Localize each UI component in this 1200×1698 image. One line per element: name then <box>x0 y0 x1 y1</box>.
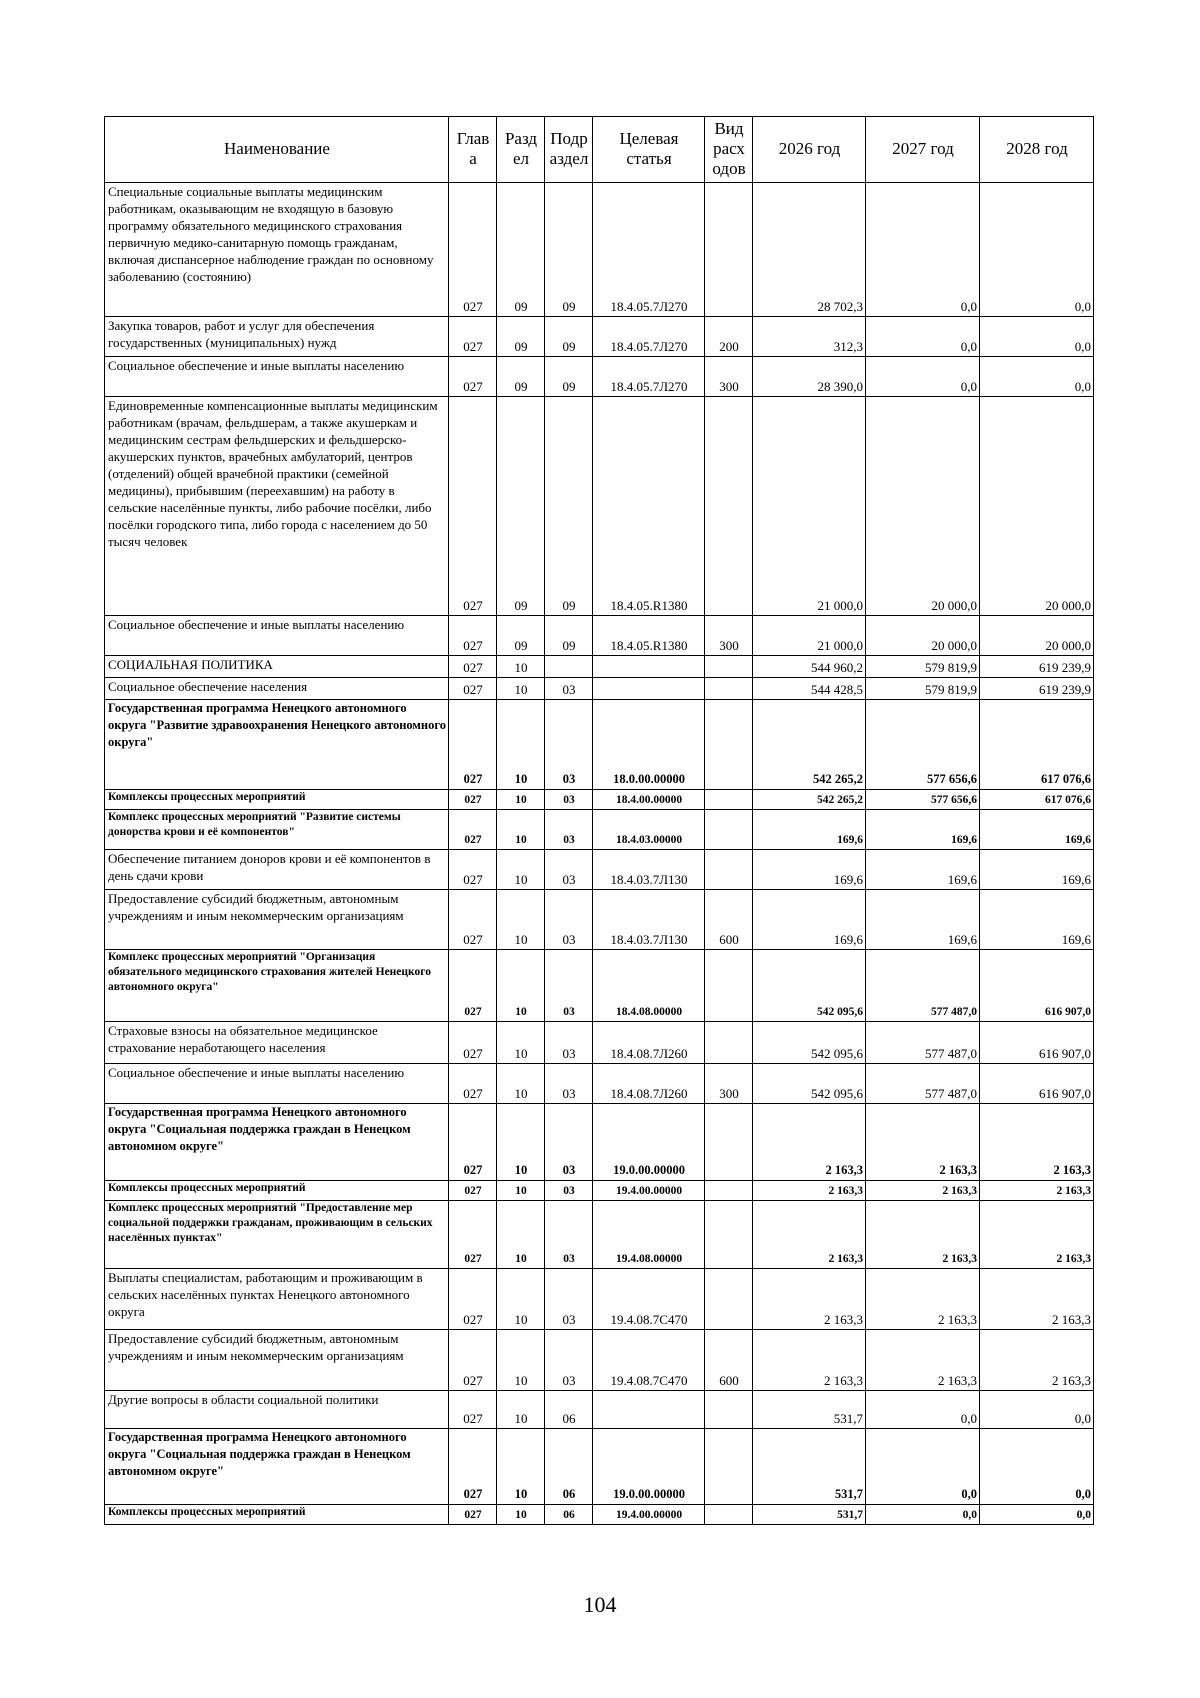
row-razdel: 09 <box>497 397 545 616</box>
page-number: 104 <box>583 1592 617 1617</box>
row-value-2026: 312,3 <box>753 317 866 357</box>
row-value-2026: 2 163,3 <box>753 1181 866 1201</box>
table-row <box>105 397 1094 616</box>
row-value-2027: 577 487,0 <box>866 1022 980 1064</box>
row-value-2026: 542 095,6 <box>753 1064 866 1104</box>
row-value-2028: 619 239,9 <box>980 656 1094 678</box>
row-razdel: 10 <box>497 1022 545 1064</box>
row-podrazdel: 03 <box>545 700 593 790</box>
header-glava: Глав а <box>449 117 497 183</box>
row-podrazdel: 03 <box>545 890 593 950</box>
row-value-2027: 0,0 <box>866 357 980 397</box>
row-value-2026: 544 960,2 <box>753 656 866 678</box>
header-podrazdel: Подр аздел <box>545 117 593 183</box>
row-razdel: 10 <box>497 1330 545 1391</box>
row-value-2026: 2 163,3 <box>753 1269 866 1330</box>
table-row <box>105 1269 1094 1330</box>
row-target-article: 18.4.08.7Л260 <box>593 1064 705 1104</box>
row-value-2027: 579 819,9 <box>866 656 980 678</box>
row-value-2026: 28 390,0 <box>753 357 866 397</box>
row-value-2026: 531,7 <box>753 1505 866 1525</box>
table-row <box>105 656 1094 678</box>
row-glava: 027 <box>449 1181 497 1201</box>
row-glava: 027 <box>449 1505 497 1525</box>
row-razdel: 10 <box>497 700 545 790</box>
row-glava: 027 <box>449 183 497 317</box>
row-value-2026: 169,6 <box>753 890 866 950</box>
table-row <box>105 1181 1094 1201</box>
row-value-2026: 542 265,2 <box>753 790 866 810</box>
table-row <box>105 1391 1094 1429</box>
row-glava: 027 <box>449 790 497 810</box>
row-value-2028: 0,0 <box>980 1391 1094 1429</box>
row-expense-type: 200 <box>705 317 753 357</box>
table-row <box>105 1330 1094 1391</box>
row-expense-type <box>705 1429 753 1505</box>
row-value-2026: 28 702,3 <box>753 183 866 317</box>
row-name: Государственная программа Ненецкого автономного округа "Социальная поддержка граждан в Ненецком автономном округе" <box>105 1429 449 1505</box>
table-row <box>105 790 1094 810</box>
row-target-article: 18.4.05.7Л270 <box>593 183 705 317</box>
row-name: Предоставление субсидий бюджетным, автономным учреждениям и иным некоммерческим организациям <box>105 1330 449 1391</box>
row-value-2027: 169,6 <box>866 890 980 950</box>
row-name: Государственная программа Ненецкого автономного округа "Развитие здравоохранения Ненецкого автономного округа" <box>105 700 449 790</box>
row-razdel: 10 <box>497 890 545 950</box>
row-value-2027: 577 487,0 <box>866 1064 980 1104</box>
row-value-2026: 2 163,3 <box>753 1104 866 1181</box>
row-razdel: 10 <box>497 1269 545 1330</box>
row-value-2028: 616 907,0 <box>980 950 1094 1022</box>
header-year-2028: 2028 год <box>980 117 1094 183</box>
table-row <box>105 1104 1094 1181</box>
row-glava: 027 <box>449 1269 497 1330</box>
row-value-2027: 2 163,3 <box>866 1330 980 1391</box>
row-expense-type: 600 <box>705 1330 753 1391</box>
row-value-2028: 2 163,3 <box>980 1181 1094 1201</box>
row-expense-type <box>705 1022 753 1064</box>
row-expense-type <box>705 1201 753 1269</box>
row-expense-type <box>705 810 753 850</box>
row-razdel: 10 <box>497 656 545 678</box>
row-glava: 027 <box>449 810 497 850</box>
row-glava: 027 <box>449 1104 497 1181</box>
header-expense-type: Вид расх одов <box>705 117 753 183</box>
row-name: Специальные социальные выплаты медицинским работникам, оказывающим не входящую в базовую программу обязательного медицинского страхования первичную медико-санитарную помощь гражданам, включая диспансерное наблюдение граждан по основному заболеванию (состоянию) <box>105 183 449 317</box>
table-row <box>105 183 1094 317</box>
row-glava: 027 <box>449 616 497 656</box>
row-value-2028: 169,6 <box>980 850 1094 890</box>
row-expense-type <box>705 790 753 810</box>
row-expense-type <box>705 656 753 678</box>
row-value-2026: 169,6 <box>753 850 866 890</box>
row-target-article: 18.4.00.00000 <box>593 790 705 810</box>
row-podrazdel: 03 <box>545 790 593 810</box>
row-podrazdel: 03 <box>545 850 593 890</box>
row-target-article <box>593 1391 705 1429</box>
row-target-article: 18.4.05.7Л270 <box>593 317 705 357</box>
row-value-2027: 577 487,0 <box>866 950 980 1022</box>
row-value-2027: 2 163,3 <box>866 1181 980 1201</box>
row-expense-type <box>705 850 753 890</box>
row-expense-type <box>705 1181 753 1201</box>
row-value-2027: 2 163,3 <box>866 1269 980 1330</box>
row-name: Комплекс процессных мероприятий "Развитие системы донорства крови и её компонентов" <box>105 810 449 850</box>
row-razdel: 10 <box>497 810 545 850</box>
row-glava: 027 <box>449 1064 497 1104</box>
row-razdel: 09 <box>497 317 545 357</box>
table-row <box>105 1064 1094 1104</box>
row-glava: 027 <box>449 397 497 616</box>
row-podrazdel: 03 <box>545 1201 593 1269</box>
row-value-2028: 20 000,0 <box>980 397 1094 616</box>
table-row <box>105 616 1094 656</box>
row-value-2028: 2 163,3 <box>980 1104 1094 1181</box>
row-target-article: 18.4.05.7Л270 <box>593 357 705 397</box>
row-target-article <box>593 656 705 678</box>
row-name: СОЦИАЛЬНАЯ ПОЛИТИКА <box>105 656 449 678</box>
row-value-2028: 2 163,3 <box>980 1201 1094 1269</box>
row-podrazdel: 09 <box>545 183 593 317</box>
row-value-2026: 2 163,3 <box>753 1330 866 1391</box>
row-value-2026: 542 095,6 <box>753 1022 866 1064</box>
row-value-2028: 0,0 <box>980 1505 1094 1525</box>
row-name: Социальное обеспечение населения <box>105 678 449 700</box>
row-podrazdel: 09 <box>545 357 593 397</box>
row-name: Единовременные компенсационные выплаты медицинским работникам (врачам, фельдшерам, а также акушеркам и медицинским сестрам фельдшерских и фельдшерско-акушерских пунктов, врачебных амбулаторий, центров (отделений) общей врачебной практики (семейной медицины), прибывшим (переехавшим) на работу в сельские населённые пункты, либо рабочие посёлки, либо посёлки городского типа, либо города с населением до 50 тысяч человек <box>105 397 449 616</box>
row-razdel: 10 <box>497 1429 545 1505</box>
row-value-2027: 579 819,9 <box>866 678 980 700</box>
row-expense-type <box>705 1104 753 1181</box>
table-row <box>105 1022 1094 1064</box>
row-name: Государственная программа Ненецкого автономного округа "Социальная поддержка граждан в Ненецком автономном округе" <box>105 1104 449 1181</box>
table-body <box>105 183 1094 1525</box>
row-target-article <box>593 678 705 700</box>
row-name: Социальное обеспечение и иные выплаты населению <box>105 357 449 397</box>
row-expense-type: 300 <box>705 1064 753 1104</box>
row-value-2027: 0,0 <box>866 1391 980 1429</box>
row-podrazdel: 09 <box>545 397 593 616</box>
row-expense-type <box>705 183 753 317</box>
row-name: Социальное обеспечение и иные выплаты населению <box>105 616 449 656</box>
header-year-2027: 2027 год <box>866 117 980 183</box>
table-row <box>105 357 1094 397</box>
row-value-2027: 169,6 <box>866 810 980 850</box>
row-target-article: 18.4.08.00000 <box>593 950 705 1022</box>
table-row <box>105 1201 1094 1269</box>
row-glava: 027 <box>449 656 497 678</box>
table-row <box>105 317 1094 357</box>
row-glava: 027 <box>449 1429 497 1505</box>
row-expense-type <box>705 1391 753 1429</box>
row-glava: 027 <box>449 1391 497 1429</box>
row-razdel: 09 <box>497 357 545 397</box>
row-podrazdel: 03 <box>545 1022 593 1064</box>
row-name: Выплаты специалистам, работающим и проживающим в сельских населённых пунктах Ненецкого автономного округа <box>105 1269 449 1330</box>
row-glava: 027 <box>449 1022 497 1064</box>
row-podrazdel: 03 <box>545 1064 593 1104</box>
table-row <box>105 850 1094 890</box>
row-razdel: 10 <box>497 1505 545 1525</box>
row-value-2027: 0,0 <box>866 1505 980 1525</box>
row-glava: 027 <box>449 317 497 357</box>
table-row <box>105 700 1094 790</box>
row-value-2027: 577 656,6 <box>866 790 980 810</box>
row-value-2028: 0,0 <box>980 183 1094 317</box>
row-value-2027: 0,0 <box>866 1429 980 1505</box>
row-razdel: 10 <box>497 1104 545 1181</box>
row-expense-type <box>705 700 753 790</box>
row-glava: 027 <box>449 678 497 700</box>
row-podrazdel: 03 <box>545 1181 593 1201</box>
row-value-2028: 616 907,0 <box>980 1022 1094 1064</box>
row-razdel: 10 <box>497 1064 545 1104</box>
row-glava: 027 <box>449 1330 497 1391</box>
budget-table <box>104 116 1094 1525</box>
row-target-article: 19.0.00.00000 <box>593 1429 705 1505</box>
row-value-2028: 617 076,6 <box>980 790 1094 810</box>
row-target-article: 19.4.00.00000 <box>593 1181 705 1201</box>
row-name: Закупка товаров, работ и услуг для обеспечения государственных (муниципальных) нужд <box>105 317 449 357</box>
row-name: Обеспечение питанием доноров крови и её компонентов в день сдачи крови <box>105 850 449 890</box>
header-year-2026: 2026 год <box>753 117 866 183</box>
header-target-article: Целевая статья <box>593 117 705 183</box>
row-podrazdel: 09 <box>545 616 593 656</box>
row-razdel: 10 <box>497 1181 545 1201</box>
row-target-article: 19.4.00.00000 <box>593 1505 705 1525</box>
row-name: Страховые взносы на обязательное медицинское страхование неработающего населения <box>105 1022 449 1064</box>
row-value-2028: 0,0 <box>980 357 1094 397</box>
table-row <box>105 890 1094 950</box>
row-target-article: 19.4.08.00000 <box>593 1201 705 1269</box>
row-expense-type <box>705 678 753 700</box>
row-razdel: 10 <box>497 678 545 700</box>
row-value-2026: 544 428,5 <box>753 678 866 700</box>
row-value-2027: 20 000,0 <box>866 616 980 656</box>
row-expense-type <box>705 397 753 616</box>
row-target-article: 19.4.08.7С470 <box>593 1269 705 1330</box>
row-value-2028: 169,6 <box>980 890 1094 950</box>
header-name: Наименование <box>105 117 449 183</box>
row-podrazdel: 06 <box>545 1505 593 1525</box>
row-name: Комплексы процессных мероприятий <box>105 790 449 810</box>
row-value-2026: 2 163,3 <box>753 1201 866 1269</box>
row-value-2028: 617 076,6 <box>980 700 1094 790</box>
row-podrazdel: 03 <box>545 810 593 850</box>
table-row <box>105 810 1094 850</box>
row-podrazdel: 03 <box>545 1330 593 1391</box>
row-glava: 027 <box>449 890 497 950</box>
table-row <box>105 950 1094 1022</box>
row-value-2028: 169,6 <box>980 810 1094 850</box>
row-podrazdel: 06 <box>545 1391 593 1429</box>
table-header-row <box>105 117 1094 183</box>
row-podrazdel: 03 <box>545 678 593 700</box>
row-value-2028: 20 000,0 <box>980 616 1094 656</box>
row-razdel: 10 <box>497 850 545 890</box>
row-value-2028: 0,0 <box>980 317 1094 357</box>
row-target-article: 18.4.03.00000 <box>593 810 705 850</box>
row-value-2028: 2 163,3 <box>980 1269 1094 1330</box>
table-row <box>105 678 1094 700</box>
row-glava: 027 <box>449 1201 497 1269</box>
row-expense-type: 600 <box>705 890 753 950</box>
row-glava: 027 <box>449 850 497 890</box>
row-razdel: 10 <box>497 1391 545 1429</box>
row-razdel: 09 <box>497 616 545 656</box>
row-name: Предоставление субсидий бюджетным, автономным учреждениям и иным некоммерческим организациям <box>105 890 449 950</box>
row-value-2027: 20 000,0 <box>866 397 980 616</box>
row-expense-type <box>705 950 753 1022</box>
row-expense-type: 300 <box>705 616 753 656</box>
row-target-article: 19.0.00.00000 <box>593 1104 705 1181</box>
row-value-2026: 531,7 <box>753 1391 866 1429</box>
row-value-2028: 2 163,3 <box>980 1330 1094 1391</box>
row-value-2027: 2 163,3 <box>866 1104 980 1181</box>
row-podrazdel: 06 <box>545 1429 593 1505</box>
row-value-2027: 169,6 <box>866 850 980 890</box>
row-value-2026: 531,7 <box>753 1429 866 1505</box>
row-razdel: 10 <box>497 790 545 810</box>
row-value-2026: 21 000,0 <box>753 616 866 656</box>
row-value-2027: 0,0 <box>866 317 980 357</box>
row-expense-type <box>705 1505 753 1525</box>
row-value-2026: 21 000,0 <box>753 397 866 616</box>
row-target-article: 19.4.08.7С470 <box>593 1330 705 1391</box>
row-name: Комплекс процессных мероприятий "Предоставление мер социальной поддержки гражданам, проживающим в сельских населённых пунктах" <box>105 1201 449 1269</box>
row-target-article: 18.4.08.7Л260 <box>593 1022 705 1064</box>
row-razdel: 09 <box>497 183 545 317</box>
row-expense-type <box>705 1269 753 1330</box>
row-glava: 027 <box>449 357 497 397</box>
row-target-article: 18.4.03.7Л130 <box>593 890 705 950</box>
header-razdel: Разд ел <box>497 117 545 183</box>
row-razdel: 10 <box>497 1201 545 1269</box>
row-value-2027: 0,0 <box>866 183 980 317</box>
row-glava: 027 <box>449 700 497 790</box>
row-value-2027: 2 163,3 <box>866 1201 980 1269</box>
row-value-2026: 542 265,2 <box>753 700 866 790</box>
row-target-article: 18.4.03.7Л130 <box>593 850 705 890</box>
row-value-2027: 577 656,6 <box>866 700 980 790</box>
row-name: Социальное обеспечение и иные выплаты населению <box>105 1064 449 1104</box>
table-row <box>105 1505 1094 1525</box>
row-podrazdel: 03 <box>545 950 593 1022</box>
row-value-2028: 616 907,0 <box>980 1064 1094 1104</box>
row-value-2028: 0,0 <box>980 1429 1094 1505</box>
row-value-2028: 619 239,9 <box>980 678 1094 700</box>
table-row <box>105 1429 1094 1505</box>
row-name: Комплекс процессных мероприятий "Организация обязательного медицинского страхования жителей Ненецкого автономного округа" <box>105 950 449 1022</box>
row-name: Комплексы процессных мероприятий <box>105 1181 449 1201</box>
row-podrazdel <box>545 656 593 678</box>
row-value-2026: 542 095,6 <box>753 950 866 1022</box>
row-name: Комплексы процессных мероприятий <box>105 1505 449 1525</box>
row-podrazdel: 03 <box>545 1104 593 1181</box>
row-expense-type: 300 <box>705 357 753 397</box>
row-target-article: 18.0.00.00000 <box>593 700 705 790</box>
row-glava: 027 <box>449 950 497 1022</box>
row-target-article: 18.4.05.R1380 <box>593 397 705 616</box>
row-podrazdel: 09 <box>545 317 593 357</box>
row-name: Другие вопросы в области социальной политики <box>105 1391 449 1429</box>
row-target-article: 18.4.05.R1380 <box>593 616 705 656</box>
row-value-2026: 169,6 <box>753 810 866 850</box>
row-podrazdel: 03 <box>545 1269 593 1330</box>
row-razdel: 10 <box>497 950 545 1022</box>
